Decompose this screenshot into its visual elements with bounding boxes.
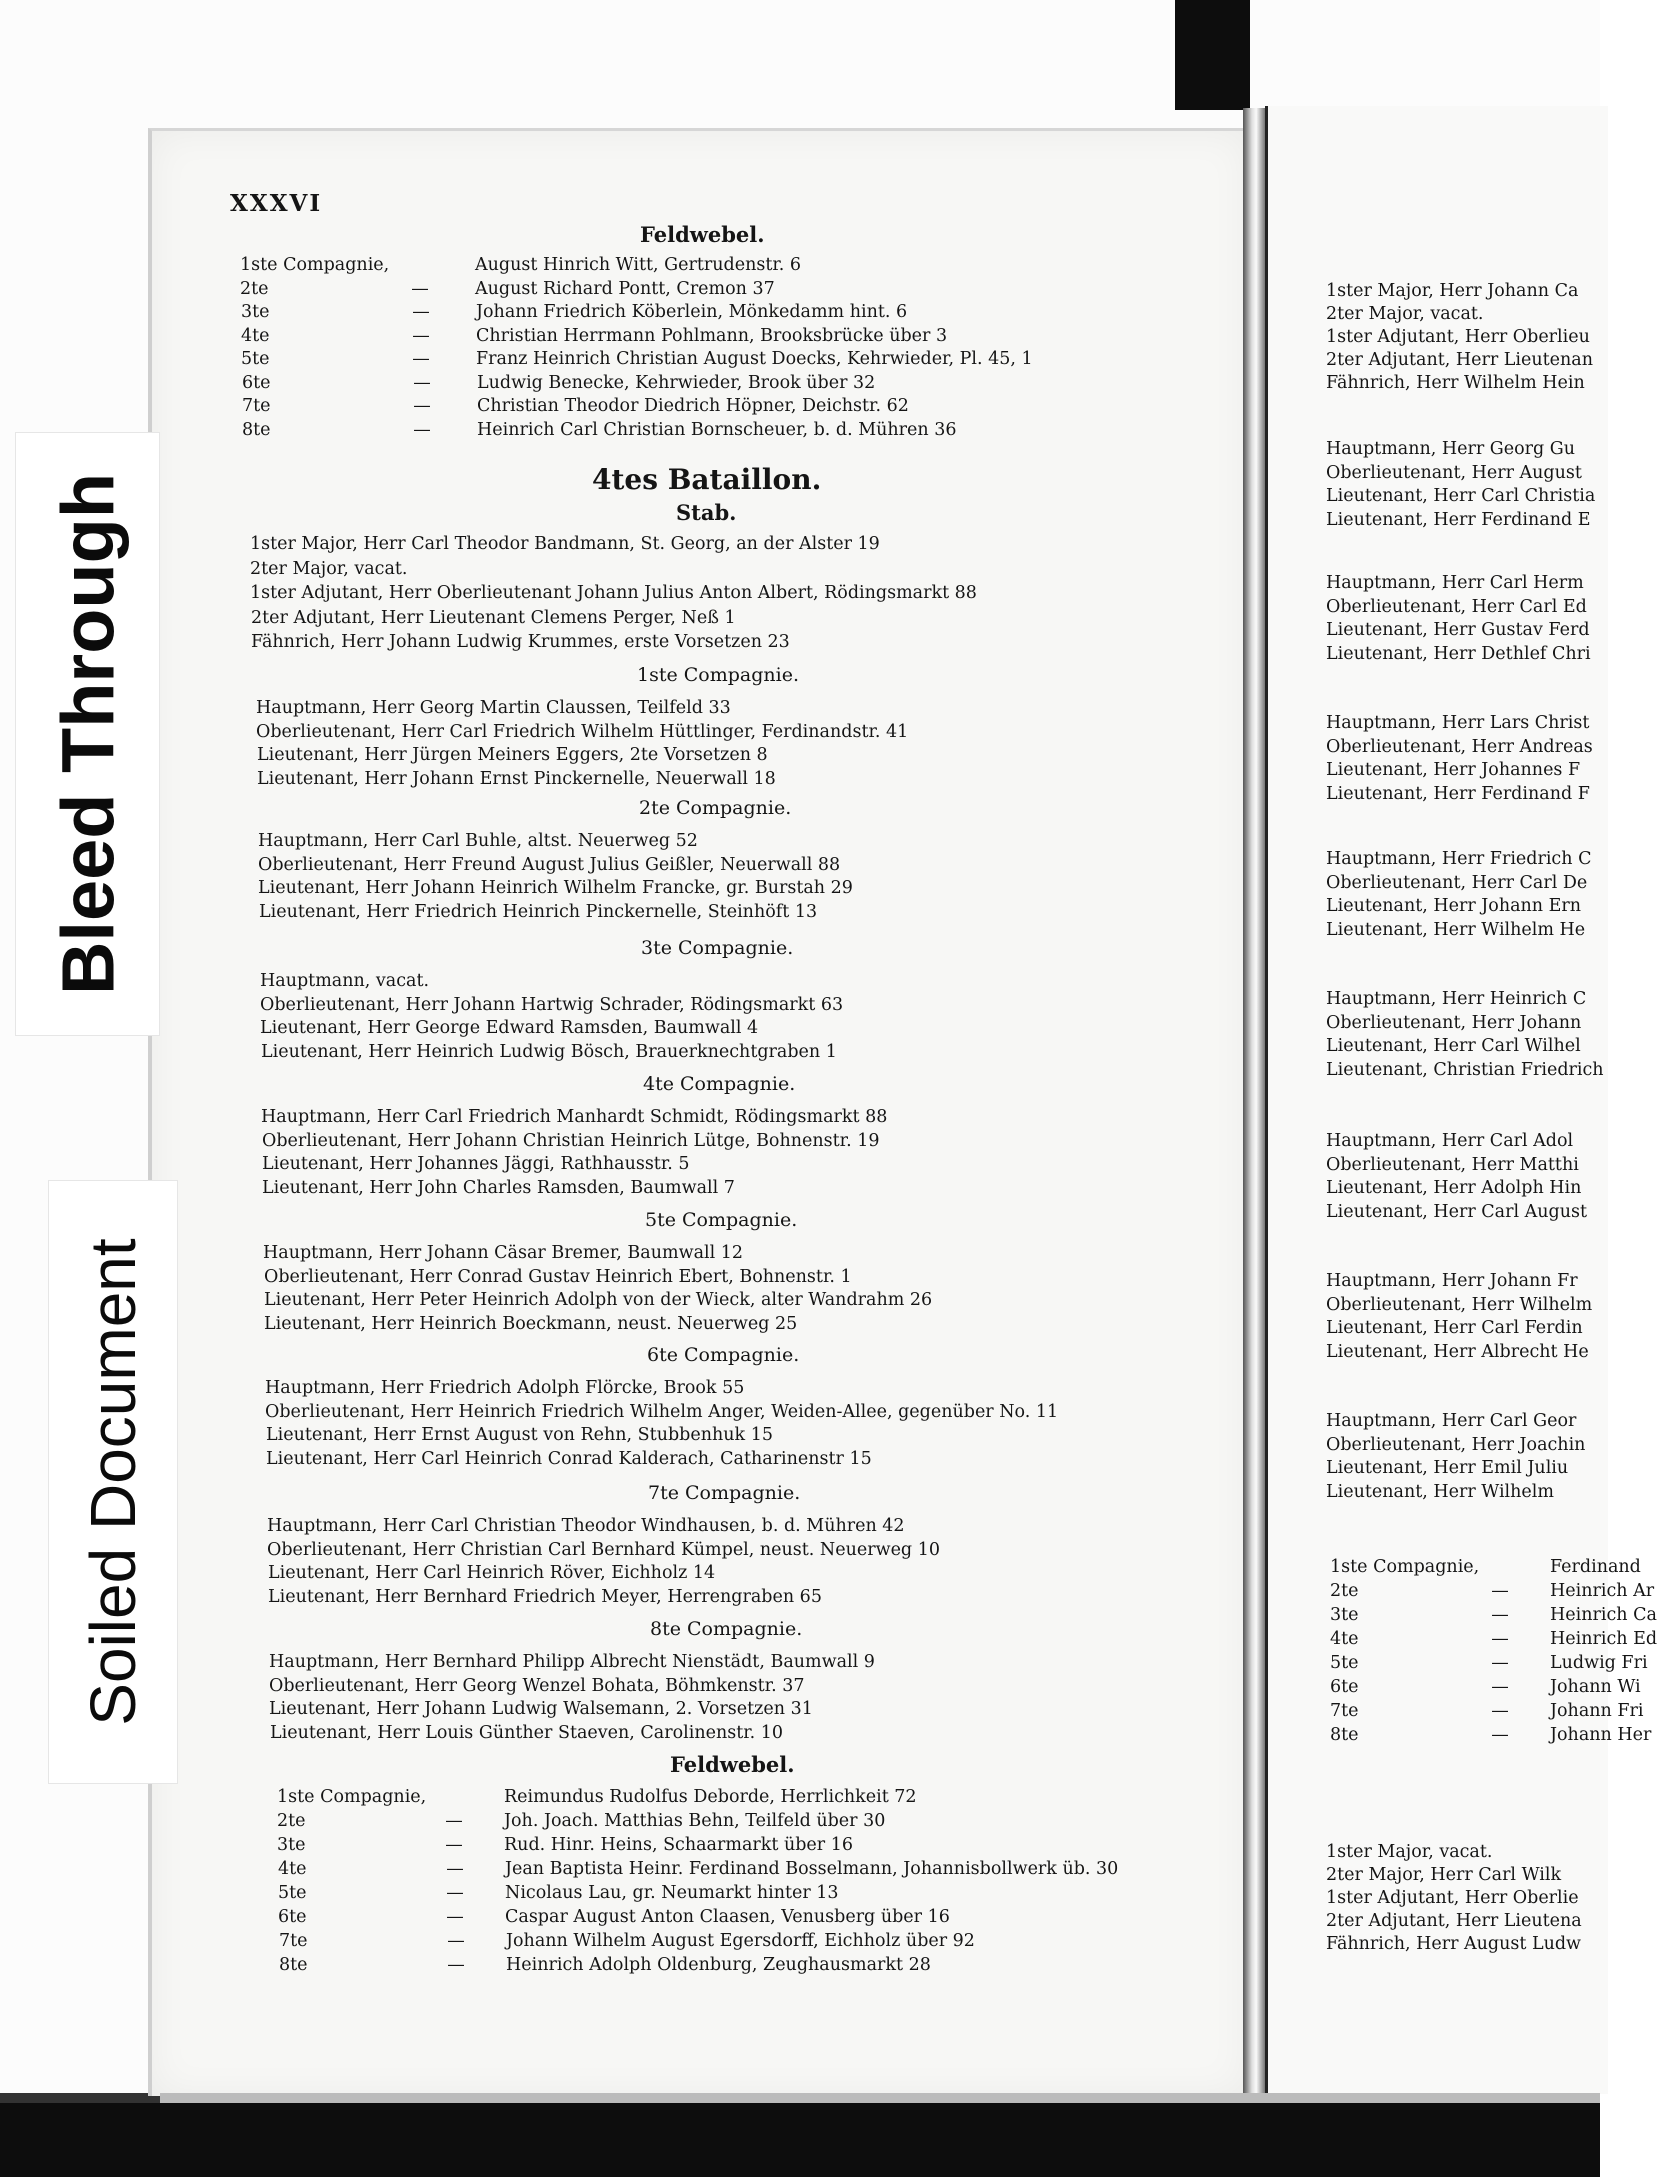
- right-feldwebel-row: [1330, 1628, 1657, 1650]
- right-feldwebel-col2: —: [1491, 1653, 1509, 1673]
- feldwebel1-row: [242, 395, 909, 417]
- right-officer-line: Hauptmann, Herr Carl Geor: [1326, 1411, 1577, 1431]
- right-officer-line: Lieutenant, Herr Ferdinand F: [1326, 783, 1590, 804]
- company-heading-6: 6te Compagnie.: [647, 1344, 800, 1366]
- officer-line: Oberlieutenant, Herr Carl Friedrich Wilhelm Hüttlinger, Ferdinandstr. 41: [256, 721, 909, 742]
- feldwebel2-row-col3: Nicolaus Lau, gr. Neumarkt hinter 13: [505, 1883, 839, 1903]
- right-feldwebel-col3: Johann Her: [1550, 1725, 1652, 1745]
- right-officer-line: Lieutenant, Herr Albrecht He: [1326, 1341, 1589, 1362]
- feldwebel1-row-col3: Franz Heinrich Christian August Doecks, Kehrwieder, Pl. 45, 1: [476, 349, 1033, 369]
- right-officer-line: Lieutenant, Herr Johann Ern: [1326, 896, 1582, 916]
- officer-line: Hauptmann, Herr Bernhard Philipp Albrecht Nienstädt, Baumwall 9: [269, 1652, 875, 1672]
- right-feldwebel-row: [1330, 1724, 1651, 1746]
- feldwebel2-row: [279, 1954, 931, 1976]
- company-heading-3: 3te Compagnie.: [641, 937, 794, 959]
- feldwebel1-row: [242, 372, 875, 394]
- officer-line: Lieutenant, Herr Johann Heinrich Wilhelm Francke, gr. Burstah 29: [258, 878, 853, 898]
- officer-line: Hauptmann, Herr Carl Buhle, altst. Neuerweg 52: [258, 831, 698, 851]
- bottom-left-strip: [0, 2093, 160, 2103]
- feldwebel2-row-col2: —: [446, 1859, 464, 1879]
- right-officer-line: Oberlieutenant, Herr August: [1326, 462, 1582, 483]
- officer-line: Oberlieutenant, Herr Heinrich Friedrich Wilhelm Anger, Weiden-Allee, gegenüber No. 11: [265, 1401, 1059, 1422]
- officer-line: Oberlieutenant, Herr Conrad Gustav Heinrich Ebert, Bohnenstr. 1: [264, 1266, 852, 1287]
- company-heading-1: 1ste Compagnie.: [637, 664, 800, 686]
- stab-line: Fähnrich, Herr Johann Ludwig Krummes, erste Vorsetzen 23: [251, 632, 790, 652]
- right-officer-line: Lieutenant, Herr Dethlef Chri: [1326, 643, 1591, 664]
- right-officer-line: Hauptmann, Herr Friedrich C: [1326, 849, 1592, 869]
- feldwebel1-row-col2: —: [411, 278, 429, 299]
- feldwebel1-row-col3: August Hinrich Witt, Gertrudenstr. 6: [475, 255, 802, 275]
- soiled-document-label: Soiled Document: [77, 1238, 149, 1726]
- feldwebel1-row: [241, 325, 947, 347]
- right-feldwebel-col1: 1ste Compagnie,: [1330, 1557, 1480, 1577]
- feldwebel2-row-col3: Heinrich Adolph Oldenburg, Zeughausmarkt 28: [506, 1955, 931, 1975]
- right-feldwebel-col1: 2te: [1330, 1581, 1359, 1601]
- right-feldwebel-row: [1330, 1604, 1657, 1626]
- feldwebel2-row-col3: Rud. Hinr. Heins, Schaarmarkt über 16: [504, 1835, 853, 1855]
- feldwebel2-row: [277, 1810, 885, 1832]
- feldwebel1-row-col1: 3te: [241, 302, 270, 322]
- right-officer-line: Oberlieutenant, Herr Matthi: [1326, 1154, 1579, 1175]
- officer-line: Lieutenant, Herr Carl Heinrich Conrad Kalderach, Catharinenstr 15: [266, 1448, 872, 1469]
- right-stab2-line: 1ster Major, vacat.: [1326, 1842, 1493, 1862]
- right-feldwebel-col2: —: [1491, 1605, 1509, 1625]
- feldwebel2-row-col1: 4te: [278, 1859, 307, 1879]
- right-officer-line: Lieutenant, Herr Ferdinand E: [1326, 509, 1591, 530]
- right-feldwebel-col1: 6te: [1330, 1677, 1359, 1697]
- stab-line: 2ter Major, vacat.: [250, 558, 408, 579]
- feldwebel-heading-2: Feldwebel.: [670, 1752, 795, 1777]
- right-officer-line: Oberlieutenant, Herr Joachin: [1326, 1434, 1586, 1455]
- officer-line: Lieutenant, Herr Jürgen Meiners Eggers, 2te Vorsetzen 8: [257, 745, 768, 765]
- officer-line: Hauptmann, vacat.: [260, 971, 430, 991]
- feldwebel2-row: [278, 1882, 839, 1904]
- company-heading-2: 2te Compagnie.: [639, 797, 792, 819]
- right-officer-line: Oberlieutenant, Herr Carl De: [1326, 872, 1588, 893]
- right-officer-line: Hauptmann, Herr Georg Gu: [1326, 439, 1576, 459]
- right-officer-line: Lieutenant, Herr Carl Ferdin: [1326, 1318, 1583, 1338]
- feldwebel1-row-col3: Johann Friedrich Köberlein, Mönkedamm hint. 6: [476, 302, 908, 322]
- company-heading-4: 4te Compagnie.: [643, 1073, 796, 1095]
- right-feldwebel-row: [1330, 1676, 1641, 1698]
- right-feldwebel-row: [1330, 1556, 1641, 1578]
- feldwebel2-row-col2: —: [447, 1955, 465, 1975]
- right-stab2-line: 2ter Major, Herr Carl Wilk: [1326, 1865, 1562, 1885]
- right-page-text-clip: [1266, 106, 1657, 2086]
- feldwebel1-row-col3: August Richard Pontt, Cremon 37: [475, 278, 775, 299]
- feldwebel1-row-col1: 7te: [242, 396, 271, 416]
- feldwebel1-row-col1: 4te: [241, 325, 270, 346]
- feldwebel1-row: [242, 419, 957, 441]
- officer-line: Hauptmann, Herr Georg Martin Claussen, Teilfeld 33: [256, 698, 731, 718]
- right-stab2-line: Fähnrich, Herr August Ludw: [1326, 1934, 1582, 1954]
- right-feldwebel-row: [1330, 1580, 1654, 1602]
- officer-line: Lieutenant, Herr George Edward Ramsden, Baumwall 4: [260, 1018, 759, 1038]
- right-stab2-line: 2ter Adjutant, Herr Lieutena: [1326, 1911, 1582, 1931]
- feldwebel2-row-col2: —: [446, 1883, 464, 1903]
- right-stab-line: Fähnrich, Herr Wilhelm Hein: [1326, 373, 1585, 393]
- feldwebel1-row-col1: 1ste Compagnie,: [240, 255, 390, 275]
- right-officer-line: Lieutenant, Herr Wilhelm He: [1326, 919, 1586, 940]
- bleed-through-tag: [15, 432, 160, 1036]
- officer-line: Lieutenant, Herr Johann Ludwig Walsemann, 2. Vorsetzen 31: [269, 1699, 813, 1719]
- officer-line: Hauptmann, Herr Friedrich Adolph Flörcke, Brook 55: [265, 1378, 745, 1398]
- right-officer-line: Oberlieutenant, Herr Andreas: [1326, 736, 1593, 757]
- feldwebel2-row: [279, 1930, 975, 1952]
- right-officer-line: Hauptmann, Herr Heinrich C: [1326, 989, 1587, 1009]
- officer-line: Oberlieutenant, Herr Johann Christian Heinrich Lütge, Bohnenstr. 19: [262, 1130, 880, 1151]
- feldwebel1-row-col1: 8te: [242, 419, 271, 440]
- right-stab-line: 1ster Adjutant, Herr Oberlieu: [1326, 327, 1590, 347]
- feldwebel2-row-col1: 2te: [277, 1811, 306, 1831]
- right-officer-line: Lieutenant, Herr Carl Wilhel: [1326, 1036, 1581, 1056]
- right-stab-line: 1ster Major, Herr Johann Ca: [1326, 281, 1579, 301]
- right-officer-line: Lieutenant, Herr Emil Juliu: [1326, 1458, 1569, 1478]
- company-heading-7: 7te Compagnie.: [648, 1482, 801, 1504]
- right-stab-line: 2ter Adjutant, Herr Lieutenan: [1326, 350, 1594, 370]
- right-feldwebel-col2: —: [1491, 1581, 1509, 1601]
- right-feldwebel-row: [1330, 1700, 1643, 1722]
- company-heading-8: 8te Compagnie.: [650, 1618, 803, 1640]
- company-heading-5: 5te Compagnie.: [645, 1209, 798, 1231]
- right-officer-line: Oberlieutenant, Herr Carl Ed: [1326, 596, 1587, 617]
- right-feldwebel-col3: Heinrich Ar: [1550, 1581, 1655, 1601]
- page-gutter: [1243, 108, 1265, 2093]
- right-officer-line: Lieutenant, Herr Wilhelm: [1326, 1481, 1554, 1502]
- stab-heading: Stab.: [676, 500, 737, 525]
- officer-line: Oberlieutenant, Herr Christian Carl Bernhard Kümpel, neust. Neuerweg 10: [267, 1539, 940, 1560]
- feldwebel2-row-col3: Jean Baptista Heinr. Ferdinand Bosselmann, Johannisbollwerk üb. 30: [505, 1859, 1119, 1879]
- feldwebel2-row-col1: 8te: [279, 1955, 308, 1975]
- officer-line: Oberlieutenant, Herr Johann Hartwig Schrader, Rödingsmarkt 63: [260, 994, 844, 1015]
- feldwebel1-row-col2: —: [413, 372, 431, 393]
- feldwebel1-row: [240, 254, 801, 276]
- right-feldwebel-col1: 4te: [1330, 1629, 1359, 1649]
- right-officer-line: Hauptmann, Herr Carl Herm: [1326, 573, 1584, 593]
- officer-line: Lieutenant, Herr Peter Heinrich Adolph von der Wieck, alter Wandrahm 26: [264, 1290, 933, 1310]
- right-officer-line: Lieutenant, Herr Carl Christia: [1326, 486, 1596, 506]
- officer-line: Hauptmann, Herr Carl Christian Theodor Windhausen, b. d. Mühren 42: [267, 1516, 905, 1536]
- bottom-black-band: [0, 2103, 1600, 2177]
- feldwebel2-row-col2: —: [446, 1907, 464, 1927]
- officer-line: Oberlieutenant, Herr Georg Wenzel Bohata, Böhmkenstr. 37: [269, 1675, 805, 1696]
- feldwebel1-row: [241, 348, 1033, 370]
- stab-line: 1ster Major, Herr Carl Theodor Bandmann, St. Georg, an der Alster 19: [250, 534, 880, 554]
- right-feldwebel-col1: 3te: [1330, 1605, 1359, 1625]
- top-black-band: [1175, 0, 1250, 110]
- officer-line: Hauptmann, Herr Carl Friedrich Manhardt Schmidt, Rödingsmarkt 88: [261, 1107, 888, 1127]
- feldwebel2-row-col3: Caspar August Anton Claasen, Venusberg über 16: [505, 1907, 950, 1927]
- right-feldwebel-col1: 8te: [1330, 1725, 1359, 1745]
- feldwebel1-row-col3: Ludwig Benecke, Kehrwieder, Brook über 32: [477, 372, 876, 393]
- right-officer-line: Lieutenant, Herr Johannes F: [1326, 760, 1581, 780]
- officer-line: Lieutenant, Herr Bernhard Friedrich Meyer, Herrengraben 65: [268, 1586, 822, 1607]
- right-feldwebel-col2: —: [1491, 1677, 1509, 1697]
- right-officer-line: Oberlieutenant, Herr Johann: [1326, 1012, 1582, 1033]
- battalion-heading: 4tes Bataillon.: [592, 463, 822, 496]
- right-feldwebel-row: [1330, 1652, 1648, 1674]
- right-feldwebel-col1: 7te: [1330, 1701, 1359, 1721]
- right-feldwebel-col2: —: [1491, 1629, 1509, 1649]
- feldwebel2-row-col1: 5te: [278, 1883, 307, 1903]
- officer-line: Lieutenant, Herr Heinrich Ludwig Bösch, Brauerknechtgraben 1: [261, 1041, 837, 1062]
- stab-line: 2ter Adjutant, Herr Lieutenant Clemens Perger, Neß 1: [251, 607, 736, 628]
- feldwebel2-row-col3: Reimundus Rudolfus Deborde, Herrlichkeit 72: [504, 1787, 917, 1807]
- feldwebel2-row-col1: 3te: [277, 1835, 306, 1855]
- soiled-document-tag: [48, 1180, 178, 1784]
- officer-line: Lieutenant, Herr Johann Ernst Pinckernelle, Neuerwall 18: [257, 768, 776, 789]
- officer-line: Lieutenant, Herr Ernst August von Rehn, Stubbenhuk 15: [266, 1425, 773, 1445]
- feldwebel2-row-col1: 1ste Compagnie,: [277, 1787, 427, 1807]
- feldwebel1-row-col2: —: [413, 419, 431, 440]
- feldwebel1-row-col2: —: [412, 325, 430, 346]
- right-stab-line: 2ter Major, vacat.: [1326, 304, 1484, 324]
- feldwebel1-row-col3: Christian Theodor Diedrich Höpner, Deichstr. 62: [477, 396, 909, 416]
- right-feldwebel-col1: 5te: [1330, 1653, 1359, 1673]
- page-bottom-edge: [160, 2093, 1600, 2103]
- page-number: XXXVI: [230, 190, 323, 217]
- feldwebel2-row-col2: —: [445, 1835, 463, 1855]
- feldwebel2-row-col1: 7te: [279, 1931, 308, 1951]
- right-feldwebel-col3: Johann Fri: [1550, 1701, 1644, 1721]
- right-officer-line: Hauptmann, Herr Carl Adol: [1326, 1131, 1574, 1151]
- officer-line: Lieutenant, Herr Louis Günther Staeven, Carolinenstr. 10: [270, 1722, 784, 1743]
- feldwebel1-row-col1: 5te: [241, 349, 270, 369]
- right-stab2-line: 1ster Adjutant, Herr Oberlie: [1326, 1888, 1579, 1908]
- right-feldwebel-col3: Johann Wi: [1550, 1677, 1641, 1697]
- feldwebel1-row: [241, 301, 907, 323]
- feldwebel1-row-col3: Christian Herrmann Pohlmann, Brooksbrücke über 3: [476, 325, 948, 346]
- officer-line: Lieutenant, Herr Heinrich Boeckmann, neust. Neuerweg 25: [264, 1313, 798, 1334]
- right-officer-line: Lieutenant, Herr Gustav Ferd: [1326, 620, 1590, 640]
- feldwebel2-row-col3: Johann Wilhelm August Egersdorff, Eichholz über 92: [506, 1931, 975, 1951]
- feldwebel-heading-1: Feldwebel.: [640, 222, 765, 247]
- officer-line: Lieutenant, Herr Johannes Jäggi, Rathhausstr. 5: [262, 1154, 690, 1174]
- officer-line: Lieutenant, Herr John Charles Ramsden, Baumwall 7: [262, 1177, 735, 1198]
- right-feldwebel-col3: Heinrich Ca: [1550, 1605, 1657, 1625]
- right-officer-line: Hauptmann, Herr Johann Fr: [1326, 1271, 1578, 1291]
- officer-line: Oberlieutenant, Herr Freund August Julius Geißler, Neuerwall 88: [258, 854, 841, 875]
- feldwebel1-row-col2: —: [413, 396, 431, 416]
- right-officer-line: Hauptmann, Herr Lars Christ: [1326, 713, 1590, 733]
- right-officer-line: Lieutenant, Herr Carl August: [1326, 1201, 1588, 1222]
- officer-line: Hauptmann, Herr Johann Cäsar Bremer, Baumwall 12: [263, 1243, 744, 1263]
- feldwebel2-row-col3: Joh. Joach. Matthias Behn, Teilfeld über 30: [504, 1811, 886, 1831]
- stab-line: 1ster Adjutant, Herr Oberlieutenant Johann Julius Anton Albert, Rödingsmarkt 88: [250, 583, 977, 603]
- feldwebel1-row-col1: 2te: [240, 278, 269, 299]
- feldwebel1-row-col1: 6te: [242, 372, 271, 393]
- right-officer-line: Lieutenant, Herr Adolph Hin: [1326, 1178, 1582, 1198]
- right-feldwebel-col3: Heinrich Ed: [1550, 1629, 1657, 1649]
- feldwebel2-row-col2: —: [445, 1811, 463, 1831]
- officer-line: Lieutenant, Herr Carl Heinrich Röver, Eichholz 14: [268, 1563, 716, 1583]
- feldwebel2-row: [277, 1834, 853, 1856]
- right-feldwebel-col3: Ludwig Fri: [1550, 1653, 1648, 1673]
- feldwebel1-row-col2: —: [412, 302, 430, 322]
- feldwebel2-row: [278, 1858, 1118, 1880]
- feldwebel2-row-col2: —: [447, 1931, 465, 1951]
- feldwebel2-row: [278, 1906, 950, 1928]
- feldwebel1-row-col2: —: [412, 349, 430, 369]
- right-officer-line: Oberlieutenant, Herr Wilhelm: [1326, 1294, 1593, 1315]
- feldwebel2-row-col1: 6te: [278, 1907, 307, 1927]
- officer-line: Lieutenant, Herr Friedrich Heinrich Pinckernelle, Steinhöft 13: [259, 901, 818, 922]
- feldwebel1-row: [240, 278, 775, 300]
- right-officer-line: Lieutenant, Christian Friedrich: [1326, 1059, 1604, 1080]
- right-feldwebel-col2: —: [1491, 1701, 1509, 1721]
- right-feldwebel-col2: —: [1491, 1725, 1509, 1745]
- feldwebel1-row-col3: Heinrich Carl Christian Bornscheuer, b. d. Mühren 36: [477, 419, 957, 440]
- right-feldwebel-col3: Ferdinand: [1550, 1557, 1641, 1577]
- feldwebel2-row: [277, 1786, 917, 1808]
- bleed-through-label: Bleed Through: [46, 472, 129, 996]
